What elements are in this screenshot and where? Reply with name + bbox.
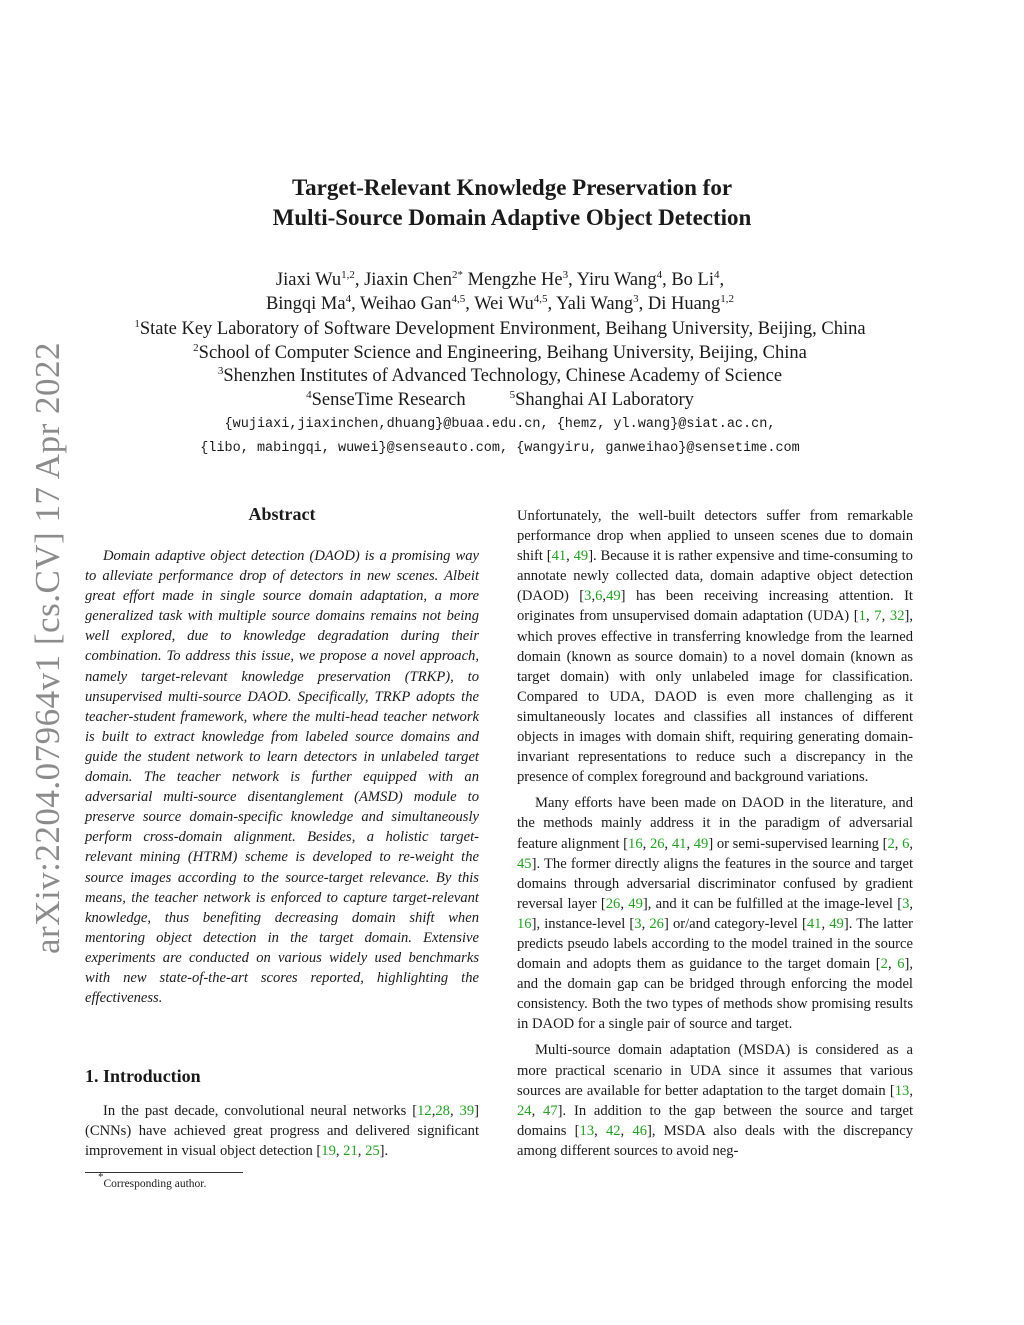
citation-link[interactable]: 12	[417, 1103, 432, 1119]
right-column-text	[517, 506, 913, 1167]
affiliation-1: $^1$State Key Laboratory of Software Development Environment, Beihang University, Beijing, China	[134, 318, 866, 339]
author-affiliation-mark: 4	[713, 269, 720, 281]
citation-link[interactable]: 3	[584, 588, 592, 605]
citation-link[interactable]: 45	[517, 855, 532, 872]
citation-link[interactable]: 6	[897, 956, 905, 973]
author-name: Jiaxin Chen	[364, 270, 452, 290]
arxiv-identifier: arXiv:2204.07964v1 [cs.CV] 17 Apr 2022	[28, 341, 67, 955]
author-list	[0, 268, 1000, 316]
author-name: Jiaxi Wu	[275, 270, 342, 290]
author-affiliation-mark: 3	[562, 269, 569, 281]
citation-link[interactable]: 49	[628, 895, 643, 912]
title-line-2: Multi-Source Domain Adaptive Object Detection	[272, 205, 752, 230]
citation-link[interactable]: 1	[858, 608, 866, 625]
author-line-1: Jiaxi Wu$^{1,2}$, Jiaxin Chen$^{2*}$ Mengzhe He$^3$, Yiru Wang$^4$, Bo Li$^4$,	[275, 269, 725, 290]
citation-link[interactable]: 7	[874, 608, 882, 625]
introduction-heading: 1. Introduction	[85, 1066, 201, 1086]
abstract-text: Domain adaptive object detection (DAOD) is a promising way to alleviate performance drop of detectors in new scenes. Albeit great effort made in single source domain adaptation, a more generalized task with multiple source domains remains not being well explored, due to knowledge degradation during their combination. To address this issue, we propose a novel approach, namely target-relevant knowledge preservation (TRKP), to unsupervised multi-source DAOD. Specifically, TRKP adopts the teacher-student framework, where the multi-head teacher network is built to extract knowledge from labeled source domains and guide the student network to learn detectors in unlabeled target domain. The teacher network is further equipped with an adversarial multi-source disentanglement (AMSD) module to preserve source domain-specific knowledge and simultaneously perform cross-domain alignment. Besides, a holistic target-relevant mining (HTRM) scheme is developed to re-weight the source images according to the source-target relevance. By this means, the teacher network is enforced to capture target-relevant knowledge, thus benefiting decreasing domain shift when mentoring object detection in the target domain. Extensive experiments are conducted on various widely used benchmarks with new state-of-the-art scores reported, highlighting the effectiveness.	[85, 548, 479, 1007]
citation-link[interactable]: 3	[902, 895, 910, 912]
footnote-divider	[85, 1172, 243, 1173]
author-affiliation-mark: 4	[656, 269, 663, 281]
author-affiliation-mark: 1,2	[341, 269, 355, 281]
author-name: Weihao Gan	[360, 294, 452, 314]
citation-link[interactable]: 13	[894, 1082, 910, 1099]
right-paragraph-2: Many efforts have been made on DAOD in the literature, and the methods mainly address it in the paradigm of adversarial feature alignment [16, 26, 41, 49] or semi-supervised learning [2, 6, 45]. The former directly aligns the features in the source and target domains through adversarial discriminator confused by gradient reversal layer [26, 49], and it can be fulfilled at the image-level [3, 16], instance-level [3, 26] or/and category-level [41, 49]. The latter predicts pseudo labels according to the model trained in the source domain and adopts them as guidance to the target domain [2, 6], and the domain gap can be bridged through enforcing the model consistency. Both the two types of methods show promising results in DAOD for a single pair of source and target.	[517, 795, 914, 1033]
citation-link[interactable]: 13	[579, 1122, 595, 1139]
citation-link[interactable]: 28	[435, 1103, 450, 1119]
citation-link[interactable]: 26	[649, 835, 665, 852]
citation-link[interactable]: 2	[880, 956, 888, 973]
citation-link[interactable]: 26	[649, 915, 664, 932]
introduction-paragraph-1: In the past decade, convolutional neural networks [12,28, 39] (CNNs) have achieved great progress and delivered significant improvement in visual object detection [19, 21, 25].	[85, 1103, 479, 1160]
citation-link[interactable]: 24	[517, 1102, 532, 1119]
affiliation-2: $^2$School of Computer Science and Engineering, Beihang University, Beijing, China	[193, 341, 807, 363]
citation-link[interactable]: 19	[321, 1143, 336, 1160]
author-name: Mengzhe He	[467, 270, 563, 290]
email-addresses	[0, 413, 1000, 461]
email-line-1: {wujiaxi,jiaxinchen,dhuang}@buaa.edu.cn, {hemz, yl.wang}@siat.ac.cn,	[224, 417, 776, 432]
affiliations	[0, 318, 1000, 412]
citation-link[interactable]: 16	[628, 835, 643, 852]
author-affiliation-mark: 4,5	[533, 293, 548, 305]
affiliation-4-5: $^4$SenseTime Research $^5$Shanghai AI Laboratory	[306, 388, 694, 410]
citation-link[interactable]: 49	[573, 548, 589, 565]
author-name: Yiru Wang	[576, 270, 657, 290]
author-name: Bingqi Ma	[265, 294, 346, 314]
email-line-2: {libo, mabingqi, wuwei}@senseauto.com, {wangyiru, ganweihao}@sensetime.com	[200, 441, 800, 456]
citation-link[interactable]: 41	[551, 548, 567, 565]
citation-link[interactable]: 46	[632, 1122, 647, 1139]
author-name: Wei Wu	[474, 294, 534, 314]
author-name: Di Huang	[647, 294, 721, 314]
citation-link[interactable]: 16	[517, 915, 532, 932]
right-paragraph-1: Unfortunately, the well-built detectors suffer from remarkable performance drop when applied to unseen scenes due to domain shift [41, 49]. Because it is rather expensive and time-consuming to annotate newly collected data, domain adaptive object detection (DAOD) [3,6,49] has been receiving increasing attention. It originates from unsupervised domain adaptation (UDA) [1, 7, 32], which proves effective in transferring knowledge from the learned domain (known as source domain) to a novel domain (known as target domain) with only unlabeled image for classification. Compared to UDA, DAOD is even more challenging as it simultaneously locates and classifies all instances of different objects in images with domain shift, requiring generating domain-invariant representations to reduce such a discrepancy in the presence of complex foreground and background variations.	[517, 508, 913, 786]
citation-link[interactable]: 21	[343, 1143, 358, 1160]
author-line-2: Bingqi Ma$^4$, Weihao Gan$^{4,5}$, Wei Wu$^{4,5}$, Yali Wang$^3$, Di Huang$^{1,2}$	[265, 293, 735, 314]
citation-link[interactable]: 41	[671, 835, 687, 852]
citation-link[interactable]: 26	[605, 895, 621, 912]
citation-link[interactable]: 39	[459, 1103, 475, 1119]
citation-link[interactable]: 2	[887, 835, 895, 852]
citation-link[interactable]: 6	[595, 588, 603, 605]
author-affiliation-mark: 2*	[451, 269, 463, 281]
right-paragraph-3: Multi-source domain adaptation (MSDA) is considered as a more practical scenario in UDA since it assumes that various sources are available for better adaptation to the target domain [13, 24, 47]. In addition to the gap between the source and target domains [13, 42, 46], MSDA also deals with the discrepancy among different sources to avoid neg-	[517, 1042, 913, 1159]
citation-link[interactable]: 49	[693, 835, 709, 852]
citation-link[interactable]: 47	[543, 1102, 558, 1119]
author-name: Yali Wang	[556, 294, 634, 314]
affiliation-3: $^3$Shenzhen Institutes of Advanced Technology, Chinese Academy of Science	[217, 365, 783, 386]
author-affiliation-mark: 4	[345, 293, 352, 305]
citation-link[interactable]: 32	[889, 608, 905, 625]
author-affiliation-mark: 4,5	[451, 293, 466, 305]
author-affiliation-mark: 3	[633, 293, 639, 305]
citation-link[interactable]: 41	[806, 915, 822, 932]
abstract-heading: Abstract	[248, 504, 316, 524]
author-name: Bo Li	[671, 270, 714, 290]
citation-link[interactable]: 49	[606, 588, 621, 605]
citation-link[interactable]: 49	[829, 915, 844, 932]
citation-link[interactable]: 3	[634, 915, 642, 932]
citation-link[interactable]: 42	[605, 1122, 621, 1139]
paper-title	[0, 173, 1024, 233]
author-affiliation-mark: 1,2	[720, 293, 735, 305]
citation-link[interactable]: 25	[365, 1143, 380, 1160]
title-line-1: Target-Relevant Knowledge Preservation for	[291, 175, 733, 200]
citation-link[interactable]: 6	[902, 835, 910, 852]
footnote: *Corresponding author.	[98, 1171, 207, 1190]
